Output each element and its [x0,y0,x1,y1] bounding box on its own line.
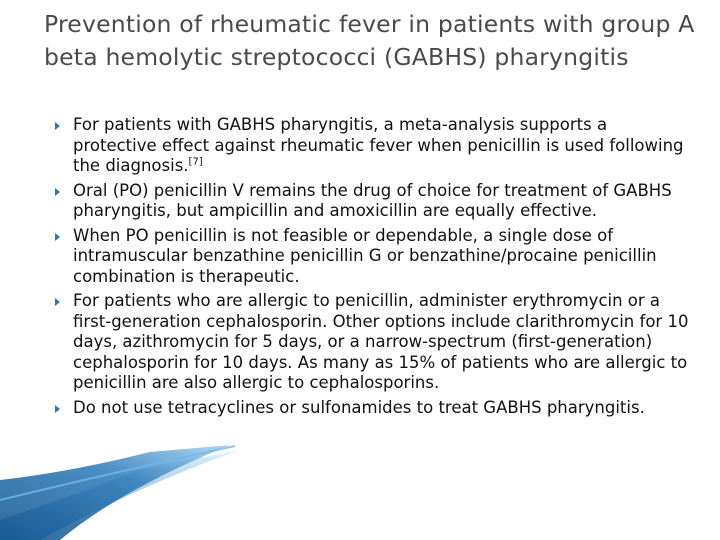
bullet-text-4: For patients who are allergic to penicillin, administer erythromycin or a first-generation cephalosporin. Other options include clarithromycin for 10 days, azithromycin for 5 days, or a narrow-spectrum (first-generation) cephalosporin for 10 days. As many as 15% of patients who are allergic to penicillin are also allergic to cephalosporins. [73,291,689,392]
swoosh-band-light [0,450,240,540]
slide-title: Prevention of rheumatic fever in patients with group A beta hemolytic streptococci (GABHS) pharyngitis [44,10,695,71]
bullet-text-3: When PO penicillin is not feasible or dependable, a single dose of intramuscular benzathine penicillin G or benzathine/procaine penicillin combination is therapeutic. [73,225,657,286]
bullet-text-5: Do not use tetracyclines or sulfonamides to treat GABHS pharyngitis. [73,397,645,417]
bullet-text-1: For patients with GABHS pharyngitis, a meta-analysis supports a protective effect against rheumatic fever when penicillin is used following the diagnosis. [73,115,684,175]
bullet-item-4 [50,291,690,394]
reference-marker: [7] [188,156,203,168]
triangle-right-bullet-icon [55,405,60,413]
triangle-right-bullet-icon [55,298,60,306]
swoosh-band-dark [0,445,230,540]
swoosh-band-edge [0,446,235,500]
triangle-right-bullet-icon [55,188,60,196]
bullet-text-2: Oral (PO) penicillin V remains the drug of choice for treatment of GABHS pharyngitis, but ampicillin and amoxicillin are equally effective. [73,180,672,220]
bullet-item-2 [50,181,690,222]
bullet-item-3 [50,226,690,288]
bullet-item-5 [50,398,690,419]
triangle-right-bullet-icon [55,122,60,130]
bullet-list [50,115,690,422]
bullet-item-1 [50,115,690,177]
triangle-right-bullet-icon [55,233,60,241]
